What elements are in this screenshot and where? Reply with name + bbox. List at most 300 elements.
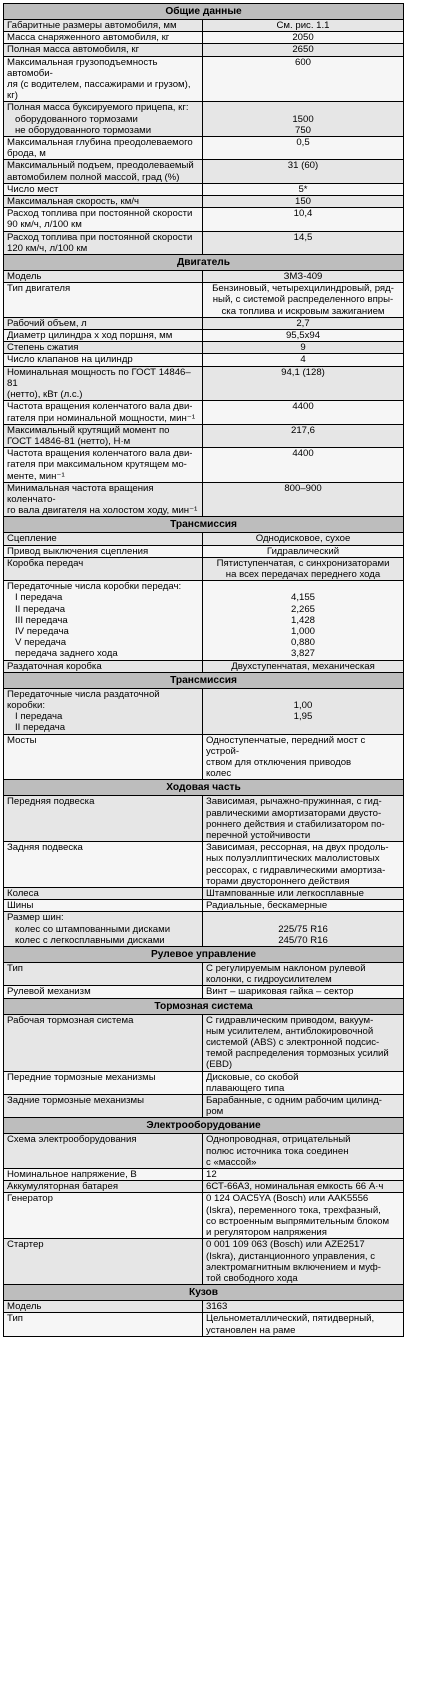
section-title: Тормозная система [4,998,404,1014]
parameter-label: брода, м [7,148,46,160]
parameter-value: Барабанные, с одним рабочим цилинд- [206,1095,382,1107]
table-row [4,1301,404,1313]
parameter-label: Минимальная частота вращения коленчато- [7,482,157,505]
value-cell [203,1181,404,1193]
parameter-value: темой распределения тормозных усилий [206,1048,389,1060]
value-cell [203,1095,404,1118]
table-row [4,271,404,283]
value-cell [203,183,404,195]
table-row [4,342,404,354]
parameter-value: 10,4 [293,208,313,220]
section-header-row [4,1285,404,1301]
parameter-cell [4,888,203,900]
parameter-value: с «массой» [206,1156,257,1168]
value-cell [203,283,404,318]
parameter-value: ством для отключения приводов [206,756,352,768]
parameter-label: оборудованного тормозами [7,113,138,125]
value-cell [203,1134,404,1169]
parameter-value: 245/70 R16 [278,934,328,946]
section-title: Электрооборудование [4,1118,404,1134]
parameter-cell [4,557,203,580]
value-cell [203,44,404,56]
parameter-label: I передача [7,592,63,604]
value-cell [203,1193,404,1239]
parameter-value: ным усилителем, антиблокировочной [206,1025,374,1037]
parameter-label: Частота вращения коленчатого вала дви- [7,448,193,460]
parameter-value: Зависимая, рычажно-пружинная, с гид- [206,796,382,808]
parameter-label: Сцепление [7,533,57,545]
parameter-value: (EBD) [206,1059,233,1071]
section-header-row [4,672,404,688]
parameter-label: передача заднего хода [7,648,118,660]
parameter-value: 800–900 [284,482,322,494]
section-header-row [4,4,404,20]
parameter-value: Двухступенчатая, механическая [231,660,375,672]
value-cell [203,196,404,208]
parameter-cell [4,196,203,208]
value-cell [203,424,404,447]
section-title: Кузов [4,1285,404,1301]
parameter-value: Однопроводная, отрицательный [206,1134,351,1146]
table-row [4,20,404,32]
section-header-row [4,947,404,963]
parameter-cell [4,581,203,660]
parameter-label: Максимальный крутящий момент по [7,424,170,436]
parameter-cell [4,1301,203,1313]
parameter-value: плавающего типа [206,1082,285,1094]
parameter-value: Радиальные, бескамерные [206,900,328,912]
parameter-value: 600 [295,56,312,68]
table-row [4,963,404,986]
parameter-value: 0,880 [291,637,316,649]
value-cell [203,271,404,283]
value-cell [203,842,404,888]
table-row [4,888,404,900]
value-cell [203,557,404,580]
parameter-cell [4,1134,203,1169]
parameter-label: Размер шин: [7,912,64,924]
parameter-cell [4,330,203,342]
parameter-label: Полная масса автомобиля, кг [7,44,140,56]
parameter-value: 2,265 [291,603,316,615]
parameter-label: (нетто), кВт (л.с.) [7,389,83,401]
value-cell [203,660,404,672]
parameter-value: роннего действия и стабилизатором по- [206,818,385,830]
value-cell [203,796,404,842]
parameter-label: Номинальное напряжение, В [7,1169,137,1181]
parameter-value: 6СТ-66А3, номинальная емкость 66 А·ч [206,1181,384,1193]
parameter-value: рессорах, с гидравлическими амортиза- [206,864,386,876]
parameter-label: колес с легкосплавными дисками [7,934,165,946]
parameter-value: (Iskra), переменного тока, трехфазный, [206,1204,381,1216]
parameter-value: колес [206,768,232,780]
parameter-label: Раздаточная коробка [7,660,102,672]
parameter-cell [4,448,203,483]
parameter-value: 0 124 OAC5YA (Bosch) или AAK5556 [206,1193,369,1205]
table-row [4,734,404,780]
parameter-value [206,912,400,923]
table-row [4,354,404,366]
parameter-value: на всех передачах переднего хода [225,568,381,580]
value-cell [203,32,404,44]
specifications-table [3,3,404,1337]
parameter-value: 3,827 [291,648,316,660]
value-cell [203,734,404,780]
table-row [4,1181,404,1193]
parameter-value: ром [206,1106,224,1118]
parameter-value: 2050 [292,32,314,44]
parameter-label: Модель [7,271,42,283]
parameter-value: 0,5 [296,137,310,149]
parameter-value: 150 [295,196,312,208]
parameter-cell [4,545,203,557]
value-cell [203,102,404,137]
parameter-value: 1500 [292,113,314,125]
parameter-label: ля (с водителем, пассажирами и грузом), кг) [7,79,194,102]
parameter-value: установлен на раме [206,1324,296,1336]
parameter-value: ных полуэллиптических малолистовых [206,853,380,865]
parameter-label: V передача [7,637,67,649]
value-cell [203,1169,404,1181]
parameter-value: 1,00 [293,699,313,711]
parameter-cell [4,1239,203,1285]
parameter-cell [4,32,203,44]
parameter-value: Штампованные или легкосплавные [206,888,364,900]
parameter-value: Однодисковое, сухое [255,533,351,545]
table-row [4,1193,404,1239]
table-row [4,1239,404,1285]
parameter-cell [4,1071,203,1094]
parameter-label: го вала двигателя на холостом ходу, мин⁻¹ [7,505,198,517]
parameter-label: Рабочий объем, л [7,317,87,329]
parameter-value: 1,000 [291,625,316,637]
parameter-cell [4,44,203,56]
specifications-body [4,4,404,1337]
value-cell [203,1301,404,1313]
parameter-cell [4,1181,203,1193]
parameter-cell [4,208,203,231]
parameter-value: (Iskra), дистанционного управления, с [206,1250,376,1262]
value-cell [203,401,404,424]
table-row [4,160,404,183]
parameter-label: Задние тормозные механизмы [7,1095,145,1107]
parameter-cell [4,796,203,842]
parameter-label: Максимальная скорость, км/ч [7,196,140,208]
parameter-cell [4,20,203,32]
parameter-label: Генератор [7,1193,53,1205]
parameter-value: Одноступенчатые, передний мост с устрой- [206,734,369,757]
value-cell [203,317,404,329]
parameter-value: 4400 [292,401,314,413]
value-cell [203,231,404,254]
parameter-label: Передние тормозные механизмы [7,1071,156,1083]
value-cell [203,354,404,366]
table-row [4,1313,404,1336]
table-row [4,44,404,56]
parameter-label: не оборудованного тормозами [7,124,152,136]
parameter-cell [4,231,203,254]
parameter-cell [4,183,203,195]
parameter-cell [4,342,203,354]
parameter-label: Масса снаряженного автомобиля, кг [7,32,170,44]
parameter-label: Рабочая тормозная система [7,1014,134,1026]
parameter-value: 12 [206,1169,217,1181]
table-row [4,1071,404,1094]
value-cell [203,1071,404,1094]
parameter-cell [4,271,203,283]
parameter-value: 225/75 R16 [278,923,328,935]
table-row [4,137,404,160]
table-row [4,231,404,254]
table-row [4,581,404,660]
parameter-value: 0 001 109 063 (Bosch) или AZE2517 [206,1239,365,1251]
parameter-cell [4,1313,203,1336]
section-title: Трансмиссия [4,672,404,688]
value-cell [203,688,404,734]
parameter-value: Гидравлический [266,545,340,557]
parameter-cell [4,56,203,102]
value-cell [203,900,404,912]
parameter-label: Число мест [7,183,59,195]
table-row [4,482,404,517]
parameter-label: Передняя подвеска [7,796,95,808]
section-title: Ходовая часть [4,780,404,796]
parameter-cell [4,354,203,366]
table-row [4,796,404,842]
parameter-cell [4,660,203,672]
parameter-label: Число клапанов на цилиндр [7,354,133,366]
parameter-label: Аккумуляторная батарея [7,1181,119,1193]
parameter-value: Зависимая, рессорная, на двух продоль- [206,842,389,854]
parameter-label: Тип [7,1313,23,1325]
parameter-value: 3163 [206,1301,228,1313]
value-cell [203,342,404,354]
value-cell [203,963,404,986]
parameter-cell [4,912,203,947]
parameter-cell [4,1169,203,1181]
table-row [4,424,404,447]
parameter-label: 90 км/ч, л/100 км [7,219,82,231]
parameter-label: автомобилем полной массой, град (%) [7,171,180,183]
table-row [4,1169,404,1181]
parameter-value: перечной устойчивости [206,830,311,841]
parameter-label: Задняя подвеска [7,842,83,854]
parameter-cell [4,1095,203,1118]
parameter-label: Передаточные числа коробки передач: [7,581,182,593]
parameter-label: Рулевой механизм [7,986,91,998]
parameter-label: Номинальная мощность по ГОСТ 14846–81 [7,366,191,389]
table-row [4,196,404,208]
parameter-cell [4,160,203,183]
table-row [4,1014,404,1071]
parameter-cell [4,900,203,912]
parameter-value: системой (ABS) с электронной подсис- [206,1037,380,1049]
section-header-row [4,998,404,1014]
parameter-label: колес со штампованными дисками [7,923,171,935]
parameter-value: 2650 [292,44,314,56]
value-cell [203,545,404,557]
parameter-label: Максимальная глубина преодолеваемого [7,137,193,149]
table-row [4,102,404,137]
table-row [4,986,404,998]
parameter-value [206,102,400,113]
table-row [4,688,404,734]
parameter-cell [4,317,203,329]
parameter-cell [4,963,203,986]
table-row [4,448,404,483]
parameter-label: Диаметр цилиндра x ход поршня, мм [7,330,173,342]
parameter-value: и регулятором напряжения [206,1227,327,1239]
parameter-label: Габаритные размеры автомобиля, мм [7,20,177,31]
table-row [4,283,404,318]
table-row [4,545,404,557]
parameter-cell [4,283,203,318]
parameter-label: Тип двигателя [7,283,71,295]
table-row [4,317,404,329]
parameter-cell [4,424,203,447]
parameter-value: 217,6 [291,424,316,436]
parameter-cell [4,366,203,401]
parameter-label: ГОСТ 14846-81 (нетто), Н·м [7,435,131,447]
parameter-value: колонки, с гидроусилителем [206,974,332,986]
value-cell [203,366,404,401]
parameter-value: 94,1 (128) [281,366,325,378]
parameter-value: электромагнитным включением и муф- [206,1261,382,1273]
parameter-label: Стартер [7,1239,44,1251]
parameter-value: С гидравлическим приводом, вакуум- [206,1014,374,1026]
parameter-label: Коробка передач [7,557,84,569]
table-row [4,56,404,102]
parameter-label: менте, мин⁻¹ [7,470,65,482]
parameter-value: 4,155 [291,592,316,604]
table-row [4,208,404,231]
parameter-cell [4,842,203,888]
parameter-label: II передача [7,722,66,734]
parameter-value: Бензиновый, четырехцилиндровый, ряд- [212,283,394,295]
parameter-cell [4,1193,203,1239]
table-row [4,1095,404,1118]
section-header-row [4,517,404,533]
parameter-value: 1,428 [291,614,316,626]
value-cell [203,912,404,947]
parameter-label: Степень сжатия [7,342,79,354]
section-title: Трансмиссия [4,517,404,533]
parameter-label: 120 км/ч, л/100 км [7,242,88,254]
section-header-row [4,255,404,271]
value-cell [203,581,404,660]
parameter-label: Расход топлива при постоянной скорости [7,231,193,243]
parameter-label: Модель [7,1301,42,1313]
parameter-label: Полная масса буксируемого прицепа, кг: [7,102,189,114]
parameter-value: 5* [298,183,308,195]
section-title: Двигатель [4,255,404,271]
parameter-value: ска топлива и искровым зажиганием [221,305,385,317]
parameter-label: Привод выключения сцепления [7,545,149,557]
value-cell [203,1313,404,1336]
parameter-value: 14,5 [293,231,313,243]
parameter-value: той свободного хода [206,1272,298,1284]
parameter-label: Мосты [7,734,37,746]
parameter-cell [4,734,203,780]
parameter-label: IV передача [7,625,69,637]
parameter-value: ЗМЗ-409 [283,271,323,283]
value-cell [203,888,404,900]
parameter-label: Частота вращения коленчатого вала дви- [7,401,193,413]
section-header-row [4,780,404,796]
parameter-label: Колеса [7,888,39,900]
parameter-value: 1,95 [293,711,313,723]
parameter-value: торами двустороннего действия [206,875,350,887]
table-row [4,366,404,401]
parameter-value: ный, с системой распределенного впры- [212,294,394,306]
parameter-label: Схема электрооборудования [7,1134,137,1146]
parameter-cell [4,137,203,160]
parameter-label: Передаточные числа раздаточной коробки: [7,688,163,711]
parameter-cell [4,102,203,137]
parameter-cell [4,688,203,734]
parameter-label: Максимальный подъем, преодолеваемый [7,160,194,172]
parameter-label: III передача [7,614,68,626]
parameter-value: С регулируемым наклоном рулевой [206,963,366,975]
parameter-label: II передача [7,603,66,615]
parameter-label: I передача [7,711,63,723]
table-row [4,900,404,912]
value-cell [203,448,404,483]
parameter-cell [4,533,203,545]
value-cell [203,20,404,32]
parameter-value: 95,5x94 [285,330,321,342]
value-cell [203,137,404,160]
value-cell [203,56,404,102]
parameter-value: полюс источника тока соединен [206,1145,349,1157]
parameter-value: Винт – шариковая гайка – сектор [206,986,354,998]
table-row [4,32,404,44]
value-cell [203,160,404,183]
table-row [4,1134,404,1169]
parameter-value: Цельнометаллический, пятидверный, [206,1313,375,1325]
value-cell [203,482,404,517]
table-row [4,330,404,342]
parameter-value [206,689,400,700]
parameter-value: См. рис. 1.1 [276,20,330,31]
parameter-value: 4 [300,354,306,366]
parameter-cell [4,401,203,424]
table-row [4,533,404,545]
table-row [4,842,404,888]
table-row [4,557,404,580]
parameter-cell [4,482,203,517]
parameter-value: Пятиступенчатая, с синхронизаторами [216,557,390,569]
parameter-label: Расход топлива при постоянной скорости [7,208,193,220]
value-cell [203,208,404,231]
parameter-label: Шины [7,900,34,912]
section-title: Рулевое управление [4,947,404,963]
table-row [4,401,404,424]
parameter-value: 9 [300,342,306,354]
section-title: Общие данные [4,4,404,20]
value-cell [203,330,404,342]
parameter-cell [4,986,203,998]
parameter-label: Максимальная грузоподъемность автомоби- [7,56,161,79]
parameter-label: гателя при номинальной мощности, мин⁻¹ [7,412,196,424]
table-row [4,912,404,947]
value-cell [203,986,404,998]
parameter-value: Дисковые, со скобой [206,1071,299,1083]
section-header-row [4,1118,404,1134]
parameter-value: 2,7 [296,317,310,329]
table-row [4,183,404,195]
parameter-value: 4400 [292,448,314,460]
